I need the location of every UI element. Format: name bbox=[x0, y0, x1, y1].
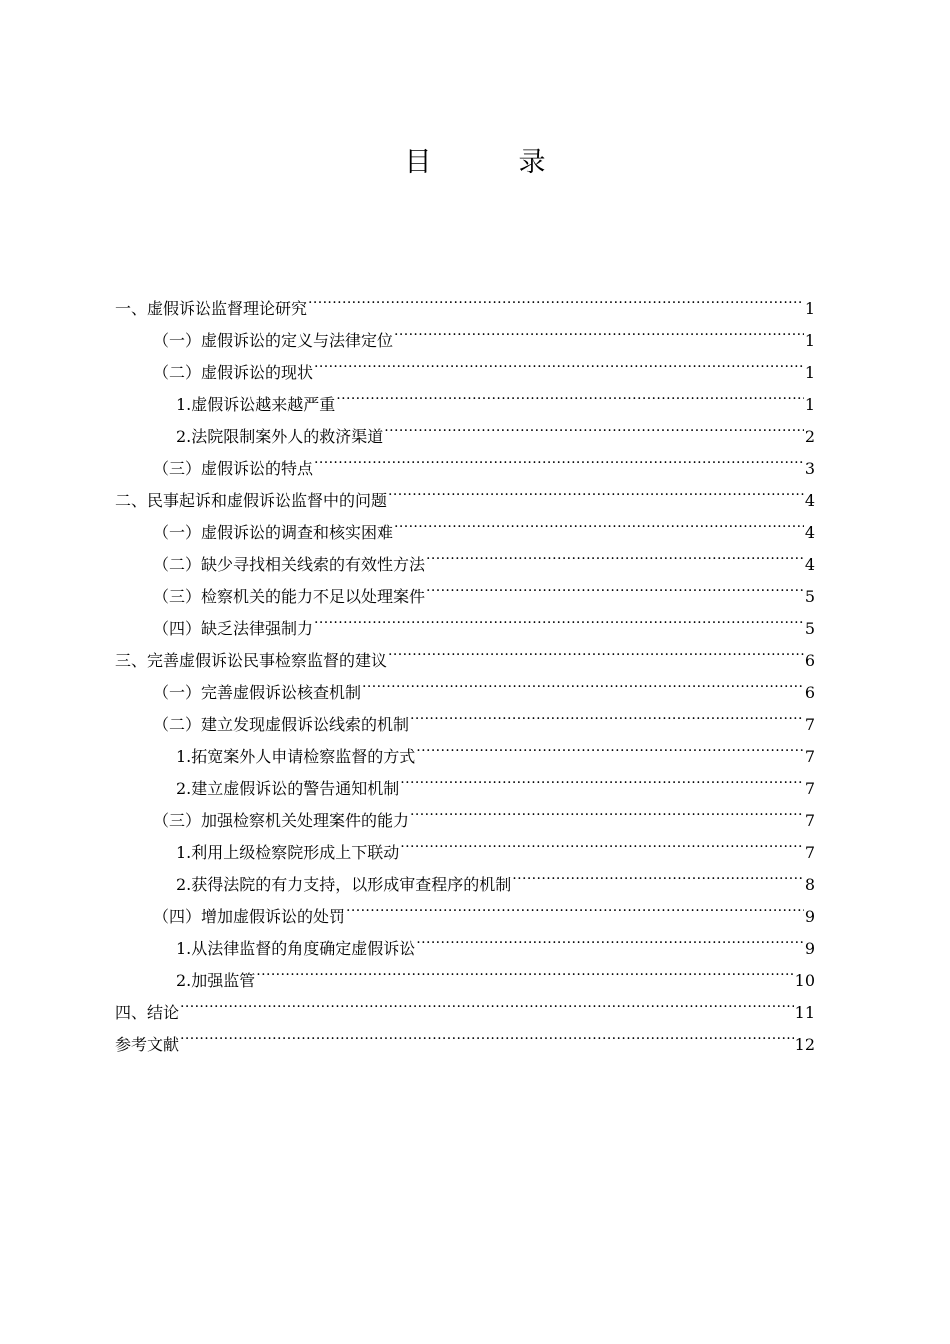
toc-entry-text: 一、虚假诉讼监督理论研究 bbox=[115, 299, 308, 318]
toc-page-number: 7 bbox=[804, 747, 815, 766]
toc-dot-leader bbox=[400, 762, 804, 794]
toc-page-number: 5 bbox=[804, 619, 815, 638]
toc-page-number: 7 bbox=[804, 715, 815, 734]
toc-page-number: 2 bbox=[804, 427, 815, 446]
toc-entry-text: （三）检察机关的能力不足以处理案件 bbox=[153, 587, 426, 606]
toc-dot-leader bbox=[336, 378, 804, 410]
toc-page-number: 8 bbox=[804, 875, 815, 894]
toc-page-number: 5 bbox=[804, 587, 815, 606]
toc-entry-text: 三、完善虚假诉讼民事检察监督的建议 bbox=[115, 651, 388, 670]
toc-dot-leader bbox=[362, 666, 804, 698]
toc-dot-leader bbox=[394, 506, 804, 538]
toc-page-number: 1 bbox=[804, 395, 815, 414]
toc-dot-leader bbox=[180, 986, 794, 1018]
toc-entry[interactable] bbox=[115, 282, 815, 318]
toc-dot-leader bbox=[426, 570, 804, 602]
toc-dot-leader bbox=[384, 410, 804, 442]
toc-entry[interactable] bbox=[115, 1018, 815, 1054]
toc-entry-text: 二、民事起诉和虚假诉讼监督中的问题 bbox=[115, 491, 388, 510]
toc-page-number: 4 bbox=[804, 555, 815, 574]
toc-entry-text: （三）虚假诉讼的特点 bbox=[153, 459, 314, 478]
toc-dot-leader bbox=[256, 954, 793, 986]
toc-title: 目 录 bbox=[404, 147, 576, 178]
toc-page-number: 1 bbox=[804, 331, 815, 350]
toc-dot-leader bbox=[410, 794, 804, 826]
toc-entry-text: 1.利用上级检察院形成上下联动 bbox=[176, 843, 400, 862]
toc-entry-text: （四）缺乏法律强制力 bbox=[153, 619, 314, 638]
toc-dot-leader bbox=[416, 730, 804, 762]
toc-page-number: 4 bbox=[804, 491, 815, 510]
toc-page-number: 6 bbox=[804, 683, 815, 702]
toc-entry-text: （四）增加虚假诉讼的处罚 bbox=[153, 907, 346, 926]
toc-entry-text: （二）虚假诉讼的现状 bbox=[153, 363, 314, 382]
toc-entry-text: （一）虚假诉讼的定义与法律定位 bbox=[153, 331, 394, 350]
toc-page-number: 9 bbox=[804, 907, 815, 926]
toc-entry-text: 2.建立虚假诉讼的警告通知机制 bbox=[176, 779, 400, 798]
toc-dot-leader bbox=[346, 890, 804, 922]
toc-entry-text: 1.从法律监督的角度确定虚假诉讼 bbox=[176, 939, 416, 958]
toc-dot-leader bbox=[388, 474, 804, 506]
toc-entry-text: 2.法院限制案外人的救济渠道 bbox=[176, 427, 384, 446]
toc-page-number: 6 bbox=[804, 651, 815, 670]
toc-dot-leader bbox=[512, 858, 804, 890]
toc-entry-text: 1.虚假诉讼越来越严重 bbox=[176, 395, 336, 414]
toc-entry-text: 1.拓宽案外人申请检察监督的方式 bbox=[176, 747, 416, 766]
toc-page-number: 3 bbox=[804, 459, 815, 478]
toc-entry-text: 2.加强监管 bbox=[176, 971, 256, 990]
toc-dot-leader bbox=[426, 538, 804, 570]
toc-entry-text: 2.获得法院的有力支持，以形成审查程序的机制 bbox=[176, 875, 512, 894]
toc-page-number: 7 bbox=[804, 811, 815, 830]
toc-page-number: 7 bbox=[804, 843, 815, 862]
toc-entry-text: （二）建立发现虚假诉讼线索的机制 bbox=[153, 715, 410, 734]
toc-page-number: 1 bbox=[804, 363, 815, 382]
toc-page-number: 4 bbox=[804, 523, 815, 542]
toc-entry-text: （二）缺少寻找相关线索的有效性方法 bbox=[153, 555, 426, 574]
toc-entry-text: （一）完善虚假诉讼核查机制 bbox=[153, 683, 362, 702]
toc-entry-text: （一）虚假诉讼的调查和核实困难 bbox=[153, 523, 394, 542]
toc-page-number: 1 bbox=[804, 299, 815, 318]
toc-dot-leader bbox=[180, 1018, 794, 1050]
toc-dot-leader bbox=[308, 282, 804, 314]
toc-dot-leader bbox=[394, 314, 804, 346]
toc-entry[interactable] bbox=[115, 986, 815, 1022]
toc-page-number: 12 bbox=[794, 1035, 815, 1054]
toc-dot-leader bbox=[400, 826, 804, 858]
toc-dot-leader bbox=[416, 922, 804, 954]
toc-entry-text: 参考文献 bbox=[115, 1035, 180, 1054]
toc-dot-leader bbox=[314, 442, 804, 474]
toc-entry-text: 四、结论 bbox=[115, 1003, 180, 1022]
toc-dot-leader bbox=[388, 634, 804, 666]
toc-entry-text: （三）加强检察机关处理案件的能力 bbox=[153, 811, 410, 830]
table-of-contents bbox=[115, 282, 815, 1054]
toc-page-number: 7 bbox=[804, 779, 815, 798]
toc-dot-leader bbox=[410, 698, 804, 730]
toc-dot-leader bbox=[314, 602, 804, 634]
toc-dot-leader bbox=[314, 346, 804, 378]
toc-page-number: 10 bbox=[794, 971, 815, 990]
toc-page-number: 9 bbox=[804, 939, 815, 958]
toc-page-number: 11 bbox=[794, 1003, 815, 1022]
